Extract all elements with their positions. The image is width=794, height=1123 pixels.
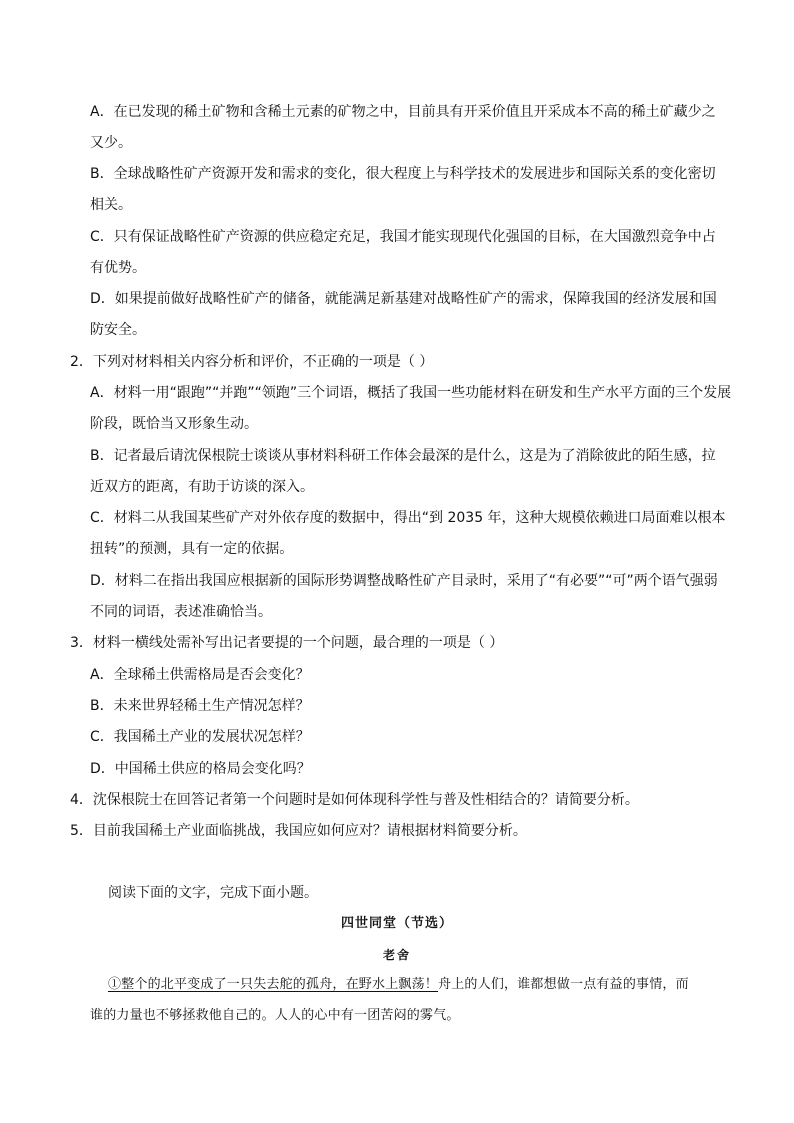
q1-option-a-line2: 又少。 bbox=[90, 135, 132, 151]
q4-question: 4．沈保根院士在回答记者第一个问题时是如何体现科学性与普及性相结合的？请简要分析。 bbox=[70, 792, 639, 808]
passage-author: 老舍 bbox=[382, 948, 411, 962]
q3-stem: 3．材料一横线处需补写出记者要提的一个问题，最合理的一项是（ ） bbox=[70, 635, 504, 651]
passage-sentence-rest: 舟上的人们，谁都想做一点有益的事情，而 bbox=[438, 977, 689, 992]
q1-option-a-line1: A．在已发现的稀土矿物和含稀土元素的矿物之中，目前具有开采价值且开采成本不高的稀土矿藏少之 bbox=[90, 104, 716, 120]
passage-underlined-sentence: ①整个的北平变成了一只失去舵的孤舟，在野水上飘荡！ bbox=[108, 977, 439, 992]
q3-option-b: B．未来世界轻稀土生产情况怎样？ bbox=[90, 698, 310, 714]
q1-option-b-line2: 相关。 bbox=[90, 197, 132, 213]
q5-question: 5．目前我国稀土产业面临挑战，我国应如何应对？请根据材料简要分析。 bbox=[70, 823, 527, 839]
q2-option-a-line1: A．材料一用“跟跑”“并跑”“领跑”三个词语，概括了我国一些功能材料在研发和生产水平方面的三个发展 bbox=[90, 385, 732, 401]
passage-title: 四世同堂（节选） bbox=[340, 916, 453, 931]
q2-option-c-line2: 扭转”的预测，具有一定的依据。 bbox=[90, 541, 294, 557]
passage-paragraph-1-line-1 bbox=[108, 975, 689, 995]
q3-option-c: C．我国稀土产业的发展状况怎样？ bbox=[90, 729, 310, 745]
q2-option-c-line1: C．材料二从我国某些矿产对外依存度的数据中，得出“到 2035 年，这种大规模依赖进口局面难以根本 bbox=[90, 510, 726, 526]
passage-paragraph-1-line-2: 谁的力量也不够拯救他自己的。人人的心中有一团苦闷的雾气。 bbox=[90, 1008, 460, 1023]
q3-option-d: D．中国稀土供应的格局会变化吗？ bbox=[90, 761, 311, 777]
reading-instruction: 阅读下面的文字，完成下面小题。 bbox=[108, 885, 318, 901]
q2-option-a-line2: 阶段，既恰当又形象生动。 bbox=[90, 416, 258, 432]
q1-option-b-line1: B．全球战略性矿产资源开发和需求的变化，很大程度上与科学技术的发展进步和国际关系的变化密切 bbox=[90, 166, 716, 182]
q2-option-d-line1: D．材料二在指出我国应根据新的国际形势调整战略性矿产目录时，采用了“有必要”“可”两个语气强弱 bbox=[90, 573, 718, 589]
q1-option-c-line1: C．只有保证战略性矿产资源的供应稳定充足，我国才能实现现代化强国的目标，在大国激烈竞争中占 bbox=[90, 229, 716, 245]
q2-stem: 2．下列对材料相关内容分析和评价，不正确的一项是（ ） bbox=[70, 354, 434, 370]
q2-option-b-line2: 近双方的距离，有助于访谈的深入。 bbox=[90, 479, 314, 495]
q1-option-d-line1: D．如果提前做好战略性矿产的储备，就能满足新基建对战略性矿产的需求，保障我国的经济发展和国 bbox=[90, 291, 717, 307]
q1-option-c-line2: 有优势。 bbox=[90, 260, 146, 276]
q1-option-d-line2: 防安全。 bbox=[90, 322, 146, 338]
q2-option-d-line2: 不同的词语，表述准确恰当。 bbox=[90, 604, 272, 620]
q3-option-a: A．全球稀土供需格局是否会变化？ bbox=[90, 667, 310, 683]
q2-option-b-line1: B．记者最后请沈保根院士谈谈从事材料科研工作体会最深的是什么，这是为了消除彼此的陌生感，拉 bbox=[90, 448, 716, 464]
